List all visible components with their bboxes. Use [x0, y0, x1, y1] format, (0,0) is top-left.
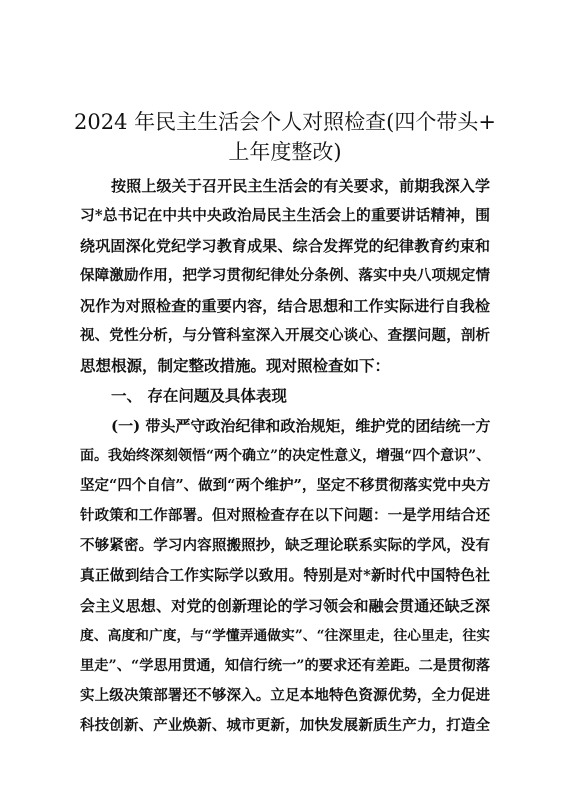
- body-text-line: 会主义思想、对党的创新理论的学习领会和融会贯通还缺乏深: [80, 597, 490, 615]
- body-text-line: 不够紧密。学习内容照搬照抄，缺乏理论联系实际的学风，没有: [80, 537, 490, 554]
- body-text-line: 习*总书记在中共中央政治局民主生活会上的重要讲话精神，围: [80, 207, 490, 224]
- body-text-line: 度、高度和广度，与“学懂弄通做实”、“往深里走，往心里走，往实: [80, 628, 490, 644]
- body-text-line: 真正做到结合工作实际学以致用。特别是对*新时代中国特色社: [80, 567, 490, 584]
- section-heading: 一、 存在问题及具体表现: [111, 386, 287, 405]
- body-text-line: 实上级决策部署还不够深入。立足本地特色资源优势，全力促进: [80, 687, 490, 704]
- body-text-line: 科技创新、产业焕新、城市更新，加快发展新质生产力，打造全: [80, 717, 490, 734]
- body-text-line: 面。我始终深刻领悟“两个确立”的决定性意义，增强“四个意识”、: [80, 448, 491, 464]
- body-text-line: 绕巩固深化党纪学习教育成果、综合发挥党的纪律教育约束和: [80, 237, 490, 255]
- body-text-line: 里走”、“学思用贯通，知信行统一”的要求还有差距。二是贯彻落: [80, 658, 490, 674]
- subsection-heading: (一) 带头严守政治纪律和政治规矩，维护党的团结统一方: [111, 417, 491, 435]
- document-title-line-2: 上年度整改): [228, 140, 342, 164]
- body-text-line: 保障激励作用，把学习贯彻纪律处分条例、落实中央八项规定情: [80, 267, 490, 284]
- body-text-line: 况作为对照检查的重要内容，结合思想和工作实际进行自我检: [80, 297, 490, 315]
- body-text-line: 视、党性分析，与分管科室深入开展交心谈心、查摆问题，剖析: [80, 327, 490, 344]
- body-text-line: 坚定“四个自信”、做到“两个维护”，坚定不移贯彻落实党中央方: [80, 477, 491, 494]
- document-title-line-1: 2024 年民主生活会个人对照检查(四个带头+: [74, 110, 496, 134]
- body-text-line: 思想根源，制定整改措施。现对照检查如下：: [80, 356, 391, 375]
- body-text-line: 针政策和工作部署。但对照检查存在以下问题：一是学用结合还: [80, 507, 490, 524]
- body-text-line: 按照上级关于召开民主生活会的有关要求，前期我深入学: [111, 177, 490, 195]
